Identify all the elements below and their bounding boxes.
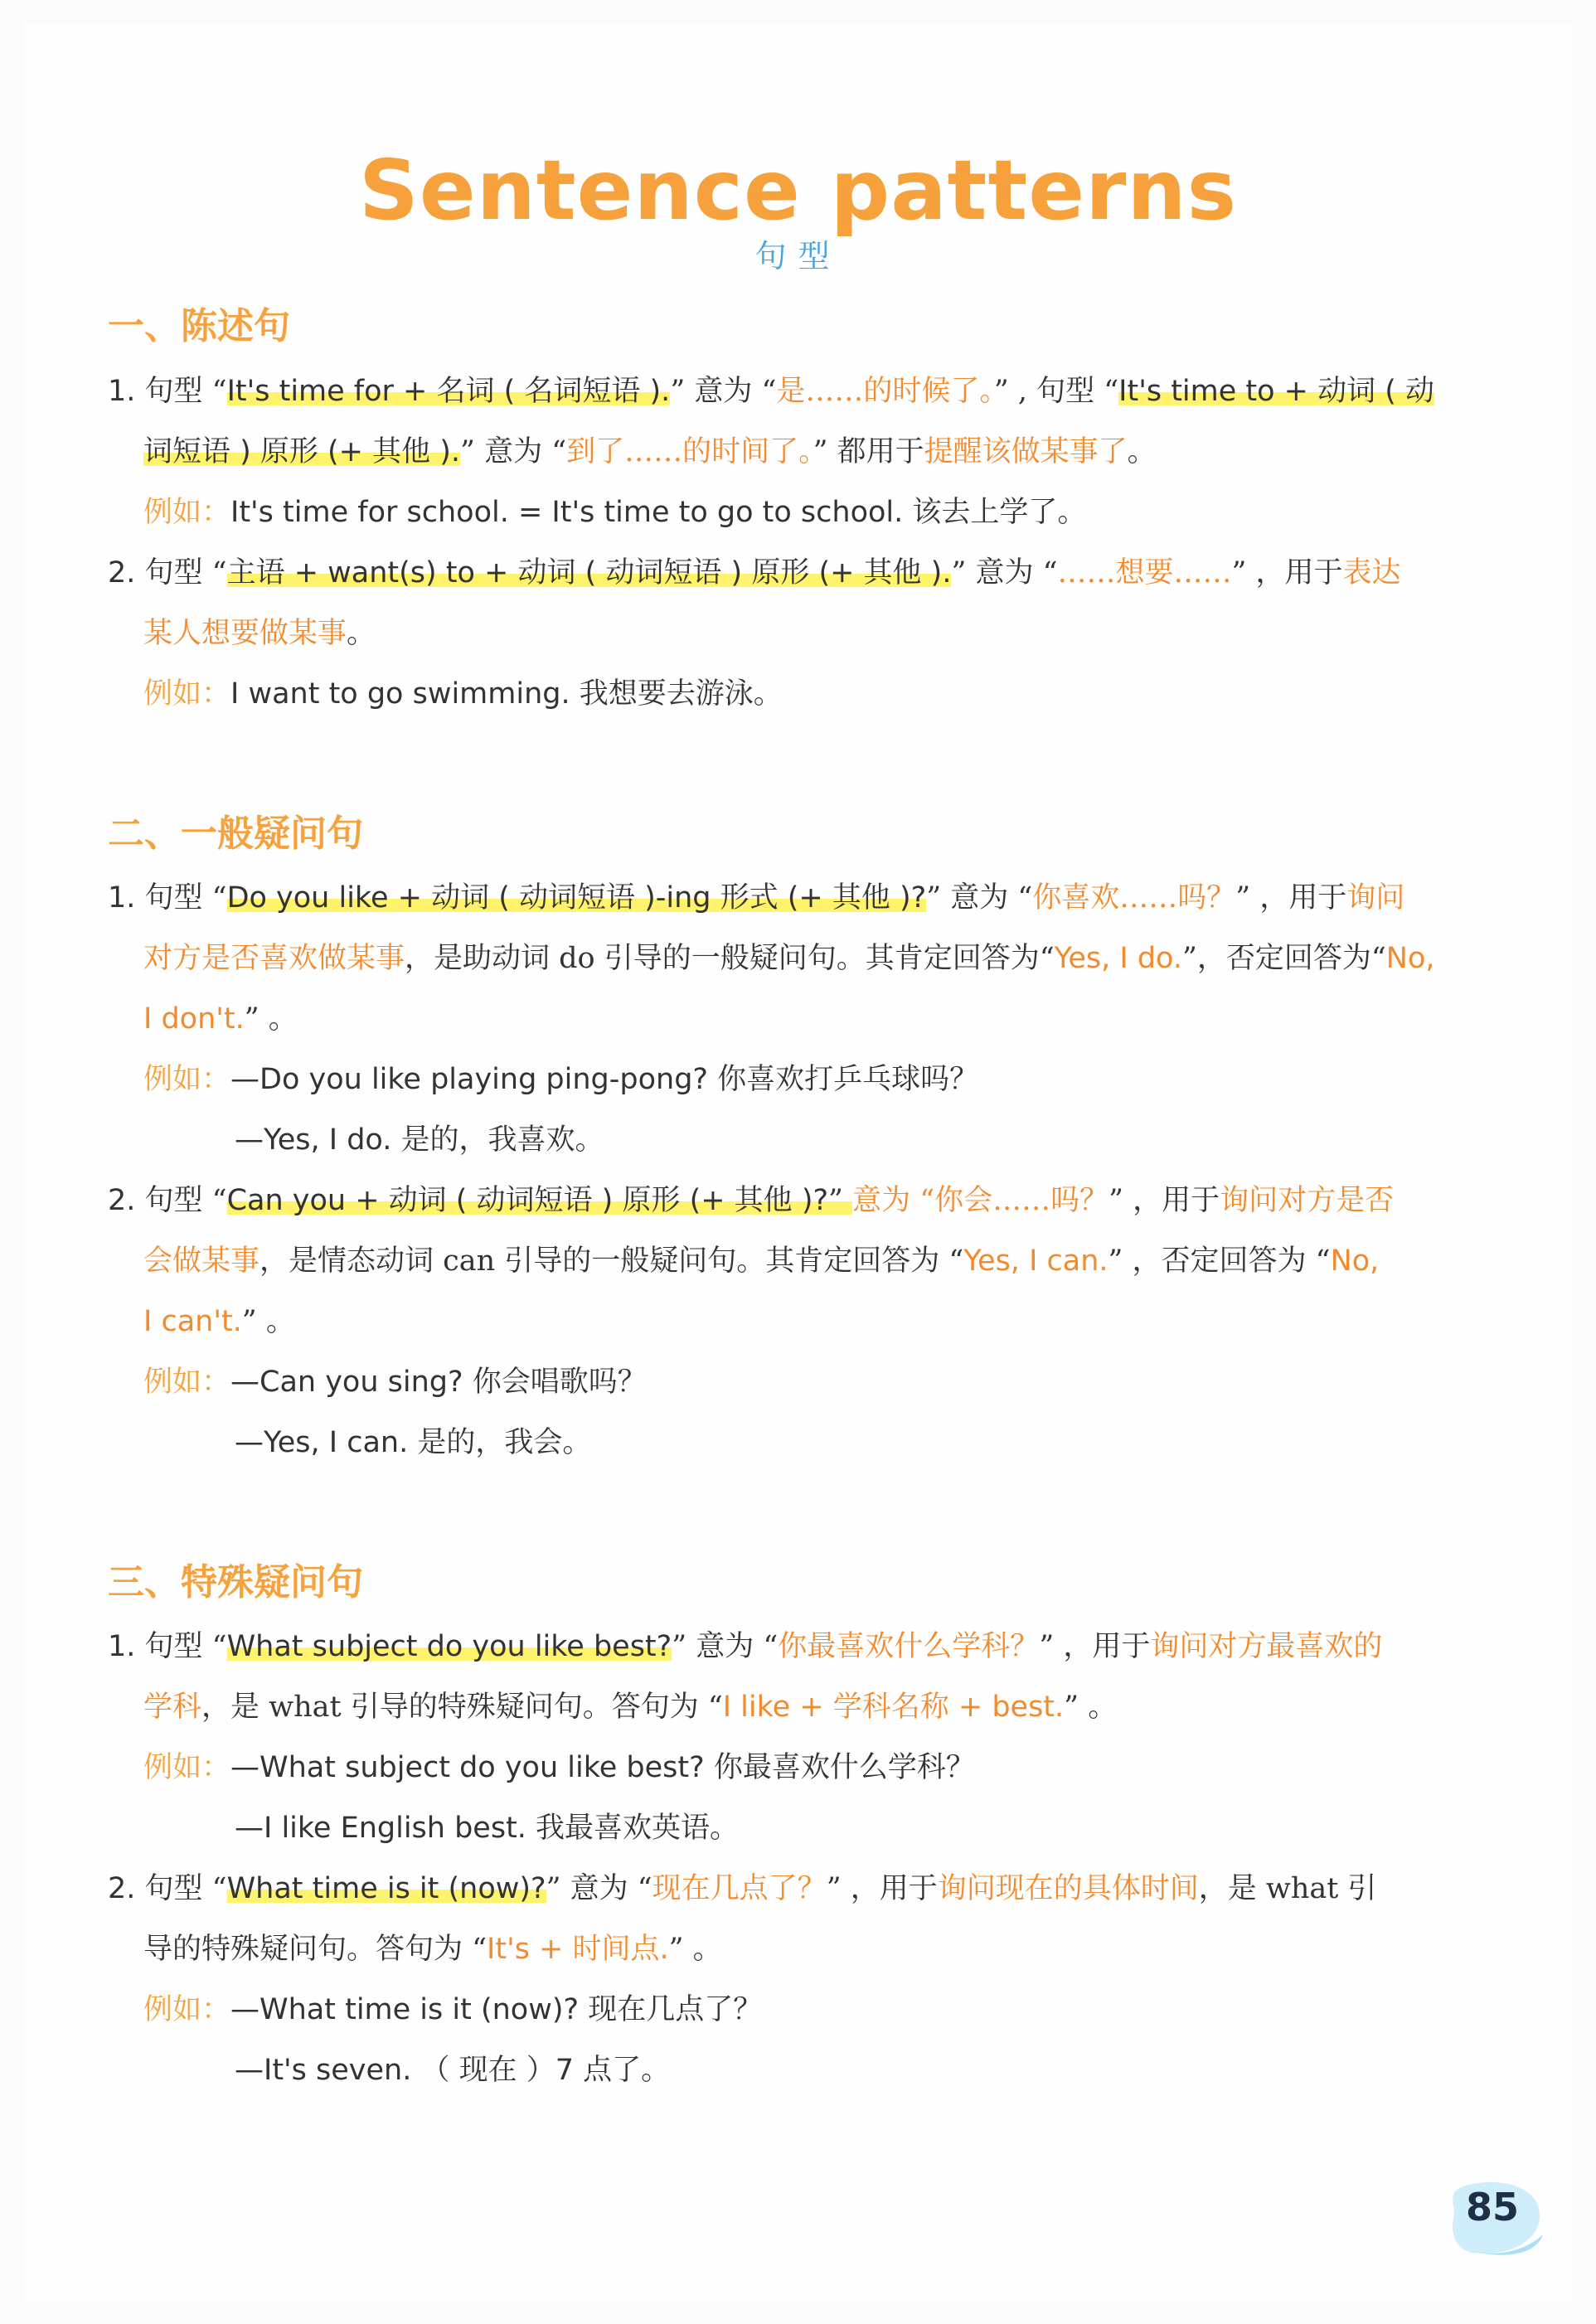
s3-item2-example-a: —It's seven. （ 现在 ）7 点了。 [235, 2054, 671, 2087]
text-run: I don't. [143, 1002, 245, 1036]
example-label: 例如： [143, 1993, 231, 2026]
text-run: 意为 “你会……吗？ [852, 1184, 1109, 1217]
text-run: Yes, I do. [1054, 942, 1182, 975]
s2-item2-example-a: —Yes, I can. 是的，我会。 [235, 1426, 592, 1459]
item-number: 1. [108, 375, 145, 408]
text-run: ” 意为 “ [951, 556, 1058, 589]
item-number: 1. [108, 1630, 145, 1663]
example-label: 例如： [143, 1366, 231, 1399]
text-run: ”，否定回答为“ [1181, 942, 1386, 975]
text-run: 询问对方最喜欢的 [1150, 1630, 1383, 1663]
item-text [145, 1630, 1383, 1663]
text-run: ” 。 [668, 1933, 722, 1966]
text-run: ，是 what 引导的特殊疑问句。答句为 “ [201, 1691, 723, 1724]
section-heading-yes-no-questions: 二、一般疑问句 [108, 813, 363, 855]
text-run: 询问现在的具体时间 [937, 1872, 1199, 1905]
item-text [145, 881, 1405, 915]
s3-item1-example-a: —I like English best. 我最喜欢英语。 [235, 1812, 740, 1845]
s1-item2-line1 [108, 552, 1434, 594]
text-run: No, [1330, 1244, 1380, 1278]
text-run: It's time for + 名词 ( 名词短语 ). [226, 375, 671, 408]
example-question: —What time is it (now)? 现在几点了？ [230, 1993, 763, 2026]
text-run: 到了……的时间了。 [566, 435, 813, 468]
text-run: 句型 “ [144, 556, 227, 589]
text-run: Yes, I can. [963, 1244, 1108, 1278]
section-heading-declarative: 一、陈述句 [108, 305, 290, 347]
item-number: 2. [108, 1872, 145, 1905]
text-run: 对方是否喜欢做某事 [143, 942, 405, 975]
text-run: 学科 [143, 1691, 202, 1724]
s3-item2-line1 [108, 1868, 1434, 1909]
text-run: 询问对方是否 [1220, 1184, 1395, 1217]
s1-item2-line2 [143, 613, 1470, 654]
text-run: 现在几点了？ [652, 1872, 827, 1905]
s2-item2-line1 [108, 1180, 1434, 1221]
text-run: 句型 “ [144, 375, 227, 408]
text-run: Can you + 动词 ( 动词短语 ) 原形 (+ 其他 )? [226, 1184, 829, 1217]
s3-item1-line1 [108, 1626, 1434, 1667]
text-run: 你最喜欢什么学科？ [778, 1630, 1040, 1663]
item-text [145, 556, 1401, 589]
page-number: 85 [1465, 2185, 1519, 2229]
text-run: 。 [347, 617, 376, 650]
example-label: 例如： [143, 1063, 231, 1096]
text-run: It's + 时间点. [487, 1933, 669, 1966]
text-run: ” ，用于 [1235, 881, 1347, 915]
item-text [145, 1184, 1395, 1217]
text-run: What time is it (now)? [226, 1872, 546, 1905]
text-run: 某人想要做某事 [143, 617, 347, 650]
text-run: 句型 “ [144, 1630, 227, 1663]
text-run: ” ，否定回答为 “ [1108, 1244, 1331, 1278]
s1-item2-example [143, 673, 1470, 715]
example-text: It's time for school. = It's time to go to school. 该去上学了。 [230, 496, 1087, 529]
item-number: 2. [108, 1184, 145, 1217]
text-run: What subject do you like best? [226, 1630, 672, 1663]
text-run: 主语 + want(s) to + 动词 ( 动词短语 ) 原形 (+ 其他 ). [226, 556, 952, 589]
s2-item1-line3 [143, 998, 1470, 1040]
text-run: 导的特殊疑问句。答句为 “ [143, 1933, 488, 1966]
s1-item1-example [143, 492, 1470, 533]
text-run: ，是助动词 do 引导的一般疑问句。其肯定回答为“ [405, 942, 1055, 975]
item-text [145, 1872, 1377, 1905]
text-run: 。 [1127, 435, 1157, 468]
text-run: 词短语 ) 原形 (+ 其他 ). [143, 435, 461, 468]
text-run: It's time to + 动词 ( 动 [1118, 375, 1435, 408]
s2-item2-example-q [143, 1361, 1470, 1403]
text-run: ” 都用于 [813, 435, 924, 468]
text-run: No, [1385, 942, 1435, 975]
text-run: 你喜欢……吗？ [1032, 881, 1236, 915]
s3-item1-example-q [143, 1747, 1470, 1788]
text-run: ” 意为 “ [670, 375, 777, 408]
text-run: I like + 学科名称 + best. [722, 1691, 1065, 1724]
s1-item1-line1 [108, 371, 1434, 412]
example-label: 例如： [143, 496, 231, 529]
text-run: ” ，用于 [1039, 1630, 1151, 1663]
text-run: ” 意为 “ [672, 1630, 779, 1663]
text-run: ” 意为 “ [460, 435, 567, 468]
text-run: 会做某事 [143, 1244, 260, 1278]
s2-item1-line2 [143, 938, 1470, 979]
page-title: Sentence patterns [358, 142, 1238, 239]
section-heading-wh-questions: 三、特殊疑问句 [108, 1561, 363, 1604]
text-run: I can't. [143, 1305, 242, 1338]
page-subtitle: 句型 [754, 238, 842, 274]
text-run: ” ，用于 [826, 1872, 938, 1905]
text-run: ……想要…… [1057, 556, 1232, 589]
text-run: ” 。 [241, 1305, 295, 1338]
text-run: ” , 句型 “ [993, 375, 1119, 408]
example-text: I want to go swimming. 我想要去游泳。 [230, 677, 783, 711]
s1-item1-line2 [143, 431, 1470, 473]
example-question: —Do you like playing ping-pong? 你喜欢打乒乓球吗？ [230, 1063, 979, 1096]
text-run: ” 意为 “ [926, 881, 1033, 915]
item-text [145, 375, 1435, 408]
text-run: 是……的时候了。 [776, 375, 994, 408]
text-run: ” ，用于 [1231, 556, 1343, 589]
item-number: 1. [108, 881, 145, 915]
s3-item1-line2 [143, 1686, 1470, 1728]
text-run: ” 意为 “ [546, 1872, 652, 1905]
text-run: Do you like + 动词 ( 动词短语 )-ing 形式 (+ 其他 )? [226, 881, 927, 915]
text-run: 句型 “ [144, 881, 227, 915]
example-label: 例如： [143, 677, 231, 711]
text-run: 询问 [1346, 881, 1405, 915]
text-run: 表达 [1342, 556, 1401, 589]
text-run: ” [828, 1184, 853, 1217]
example-question: —Can you sing? 你会唱歌吗？ [230, 1366, 647, 1399]
item-number: 2. [108, 556, 145, 589]
text-run: ，是 what 引 [1198, 1872, 1377, 1905]
example-label: 例如： [143, 1751, 231, 1784]
s2-item1-example-a: —Yes, I do. 是的，我喜欢。 [235, 1123, 604, 1157]
text-run: ” ，用于 [1108, 1184, 1220, 1217]
text-run: ” 。 [244, 1002, 298, 1036]
s2-item1-line1 [108, 877, 1434, 919]
s2-item2-line3 [143, 1301, 1470, 1342]
s3-item2-example-q [143, 1989, 1470, 2030]
example-question: —What subject do you like best? 你最喜欢什么学科？ [230, 1751, 975, 1784]
text-run: 句型 “ [144, 1872, 227, 1905]
text-run: ” 。 [1064, 1691, 1118, 1724]
text-run: ，是情态动词 can 引导的一般疑问句。其肯定回答为 “ [260, 1244, 964, 1278]
s3-item2-line2 [143, 1929, 1470, 1970]
s2-item2-line2 [143, 1240, 1470, 1282]
text-run: 句型 “ [144, 1184, 227, 1217]
s2-item1-example-q [143, 1059, 1470, 1100]
text-run: 提醒该做某事了 [924, 435, 1128, 468]
